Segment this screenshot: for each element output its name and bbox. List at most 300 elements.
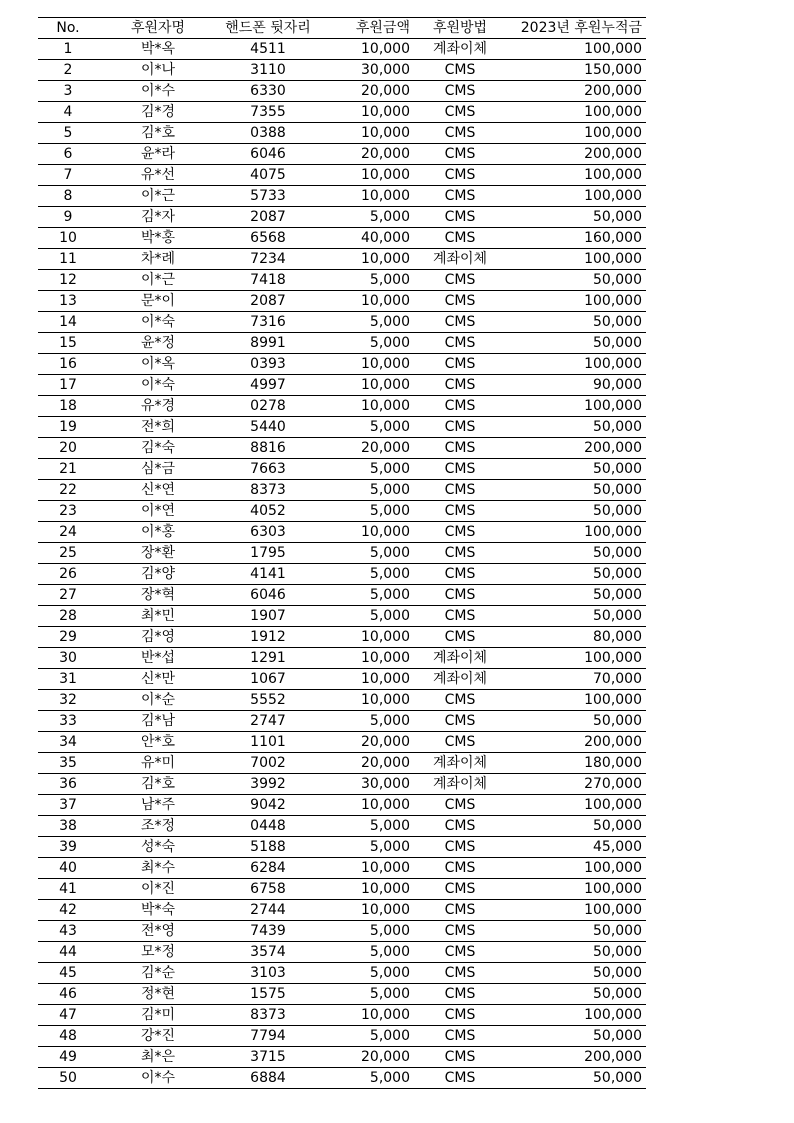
cell-donor-name: 이*옥 <box>98 354 218 375</box>
cell-donation-amount: 5,000 <box>318 312 414 333</box>
cell-donation-amount: 5,000 <box>318 270 414 291</box>
cell-donation-amount: 5,000 <box>318 963 414 984</box>
cell-cumulative-total: 50,000 <box>506 333 646 354</box>
cell-donation-method: CMS <box>414 879 506 900</box>
cell-phone-last-digits: 0448 <box>218 816 318 837</box>
cell-donation-method: CMS <box>414 921 506 942</box>
cell-no: 46 <box>38 984 98 1005</box>
cell-donor-name: 최*수 <box>98 858 218 879</box>
cell-cumulative-total: 50,000 <box>506 270 646 291</box>
cell-donation-amount: 5,000 <box>318 417 414 438</box>
cell-donation-amount: 5,000 <box>318 207 414 228</box>
cell-donation-method: CMS <box>414 396 506 417</box>
cell-no: 11 <box>38 249 98 270</box>
cell-cumulative-total: 50,000 <box>506 543 646 564</box>
cell-donor-name: 유*경 <box>98 396 218 417</box>
cell-donation-method: CMS <box>414 795 506 816</box>
document-page <box>38 17 642 1089</box>
table-row <box>38 711 646 732</box>
cell-donation-method: CMS <box>414 81 506 102</box>
cell-phone-last-digits: 3992 <box>218 774 318 795</box>
cell-no: 10 <box>38 228 98 249</box>
cell-donation-method: CMS <box>414 858 506 879</box>
cell-donation-amount: 10,000 <box>318 186 414 207</box>
cell-phone-last-digits: 7663 <box>218 459 318 480</box>
table-row <box>38 564 646 585</box>
header-no: No. <box>38 18 98 39</box>
cell-donation-method: 계좌이체 <box>414 39 506 60</box>
cell-donor-name: 강*진 <box>98 1026 218 1047</box>
cell-no: 42 <box>38 900 98 921</box>
cell-donor-name: 심*금 <box>98 459 218 480</box>
cell-no: 35 <box>38 753 98 774</box>
cell-donation-method: CMS <box>414 207 506 228</box>
cell-phone-last-digits: 3110 <box>218 60 318 81</box>
cell-phone-last-digits: 8991 <box>218 333 318 354</box>
cell-no: 5 <box>38 123 98 144</box>
cell-no: 9 <box>38 207 98 228</box>
cell-donation-amount: 30,000 <box>318 60 414 81</box>
cell-cumulative-total: 50,000 <box>506 417 646 438</box>
cell-donation-method: CMS <box>414 270 506 291</box>
cell-donor-name: 이*나 <box>98 60 218 81</box>
cell-cumulative-total: 90,000 <box>506 375 646 396</box>
table-row <box>38 942 646 963</box>
table-row <box>38 732 646 753</box>
cell-phone-last-digits: 5440 <box>218 417 318 438</box>
table-row <box>38 606 646 627</box>
cell-cumulative-total: 100,000 <box>506 858 646 879</box>
cell-phone-last-digits: 6758 <box>218 879 318 900</box>
table-row <box>38 522 646 543</box>
cell-donation-amount: 20,000 <box>318 81 414 102</box>
cell-phone-last-digits: 8373 <box>218 480 318 501</box>
cell-no: 6 <box>38 144 98 165</box>
cell-cumulative-total: 180,000 <box>506 753 646 774</box>
cell-donor-name: 이*숙 <box>98 375 218 396</box>
cell-no: 34 <box>38 732 98 753</box>
table-row <box>38 438 646 459</box>
cell-donor-name: 성*숙 <box>98 837 218 858</box>
cell-donation-method: CMS <box>414 186 506 207</box>
cell-phone-last-digits: 1575 <box>218 984 318 1005</box>
cell-donation-method: 계좌이체 <box>414 249 506 270</box>
cell-cumulative-total: 50,000 <box>506 1026 646 1047</box>
cell-donation-method: CMS <box>414 1005 506 1026</box>
cell-cumulative-total: 50,000 <box>506 606 646 627</box>
cell-donation-amount: 5,000 <box>318 585 414 606</box>
cell-donation-amount: 40,000 <box>318 228 414 249</box>
cell-donor-name: 김*호 <box>98 123 218 144</box>
cell-phone-last-digits: 3574 <box>218 942 318 963</box>
cell-donor-name: 김*영 <box>98 627 218 648</box>
cell-phone-last-digits: 4997 <box>218 375 318 396</box>
cell-donor-name: 남*주 <box>98 795 218 816</box>
header-cumulative-total: 2023년 후원누적금 <box>506 18 646 39</box>
cell-donor-name: 최*은 <box>98 1047 218 1068</box>
cell-donation-method: 계좌이체 <box>414 669 506 690</box>
cell-donation-method: CMS <box>414 144 506 165</box>
cell-donation-amount: 10,000 <box>318 123 414 144</box>
cell-cumulative-total: 50,000 <box>506 921 646 942</box>
cell-donation-amount: 10,000 <box>318 39 414 60</box>
cell-cumulative-total: 100,000 <box>506 165 646 186</box>
cell-phone-last-digits: 7418 <box>218 270 318 291</box>
cell-no: 4 <box>38 102 98 123</box>
cell-cumulative-total: 45,000 <box>506 837 646 858</box>
cell-donation-method: CMS <box>414 816 506 837</box>
cell-phone-last-digits: 6284 <box>218 858 318 879</box>
header-donor-name: 후원자명 <box>98 18 218 39</box>
cell-phone-last-digits: 4141 <box>218 564 318 585</box>
cell-cumulative-total: 100,000 <box>506 879 646 900</box>
cell-donor-name: 이*근 <box>98 186 218 207</box>
cell-no: 22 <box>38 480 98 501</box>
table-row <box>38 753 646 774</box>
cell-donation-method: CMS <box>414 1047 506 1068</box>
cell-donor-name: 유*선 <box>98 165 218 186</box>
cell-cumulative-total: 50,000 <box>506 564 646 585</box>
cell-donation-amount: 10,000 <box>318 396 414 417</box>
cell-no: 44 <box>38 942 98 963</box>
cell-no: 19 <box>38 417 98 438</box>
cell-no: 49 <box>38 1047 98 1068</box>
cell-donation-amount: 20,000 <box>318 732 414 753</box>
cell-phone-last-digits: 7439 <box>218 921 318 942</box>
cell-donation-amount: 10,000 <box>318 102 414 123</box>
cell-donation-amount: 10,000 <box>318 165 414 186</box>
cell-cumulative-total: 200,000 <box>506 81 646 102</box>
cell-donation-amount: 10,000 <box>318 354 414 375</box>
cell-donation-method: CMS <box>414 102 506 123</box>
table-row <box>38 879 646 900</box>
cell-cumulative-total: 50,000 <box>506 711 646 732</box>
table-row <box>38 354 646 375</box>
header-donation-amount: 후원금액 <box>318 18 414 39</box>
cell-donation-amount: 20,000 <box>318 144 414 165</box>
cell-donor-name: 이*수 <box>98 1068 218 1089</box>
cell-phone-last-digits: 5188 <box>218 837 318 858</box>
cell-cumulative-total: 50,000 <box>506 1068 646 1089</box>
cell-no: 41 <box>38 879 98 900</box>
cell-phone-last-digits: 8816 <box>218 438 318 459</box>
table-row <box>38 690 646 711</box>
cell-no: 32 <box>38 690 98 711</box>
cell-no: 29 <box>38 627 98 648</box>
cell-phone-last-digits: 3715 <box>218 1047 318 1068</box>
cell-phone-last-digits: 4511 <box>218 39 318 60</box>
cell-donation-method: CMS <box>414 438 506 459</box>
cell-donor-name: 차*례 <box>98 249 218 270</box>
cell-cumulative-total: 150,000 <box>506 60 646 81</box>
table-row <box>38 312 646 333</box>
cell-cumulative-total: 50,000 <box>506 480 646 501</box>
cell-donation-amount: 10,000 <box>318 690 414 711</box>
cell-donor-name: 윤*정 <box>98 333 218 354</box>
cell-donation-method: CMS <box>414 312 506 333</box>
cell-donation-amount: 10,000 <box>318 522 414 543</box>
cell-donation-method: CMS <box>414 837 506 858</box>
cell-donation-method: CMS <box>414 333 506 354</box>
cell-cumulative-total: 50,000 <box>506 312 646 333</box>
cell-donation-method: CMS <box>414 585 506 606</box>
cell-donation-amount: 10,000 <box>318 627 414 648</box>
cell-donor-name: 장*환 <box>98 543 218 564</box>
cell-donation-amount: 5,000 <box>318 480 414 501</box>
cell-donation-method: 계좌이체 <box>414 753 506 774</box>
cell-phone-last-digits: 1907 <box>218 606 318 627</box>
cell-cumulative-total: 100,000 <box>506 102 646 123</box>
table-row <box>38 669 646 690</box>
cell-donation-amount: 5,000 <box>318 606 414 627</box>
cell-no: 2 <box>38 60 98 81</box>
cell-cumulative-total: 100,000 <box>506 522 646 543</box>
cell-phone-last-digits: 7355 <box>218 102 318 123</box>
cell-cumulative-total: 200,000 <box>506 732 646 753</box>
cell-cumulative-total: 50,000 <box>506 501 646 522</box>
cell-donation-method: CMS <box>414 417 506 438</box>
donor-table <box>38 17 646 1089</box>
cell-donor-name: 김*양 <box>98 564 218 585</box>
cell-cumulative-total: 200,000 <box>506 1047 646 1068</box>
cell-cumulative-total: 100,000 <box>506 1005 646 1026</box>
cell-cumulative-total: 50,000 <box>506 984 646 1005</box>
cell-donation-method: CMS <box>414 1026 506 1047</box>
cell-phone-last-digits: 7002 <box>218 753 318 774</box>
cell-phone-last-digits: 6568 <box>218 228 318 249</box>
cell-phone-last-digits: 6884 <box>218 1068 318 1089</box>
cell-donor-name: 윤*라 <box>98 144 218 165</box>
cell-no: 31 <box>38 669 98 690</box>
cell-cumulative-total: 100,000 <box>506 354 646 375</box>
cell-phone-last-digits: 4052 <box>218 501 318 522</box>
cell-donor-name: 김*자 <box>98 207 218 228</box>
cell-donor-name: 김*숙 <box>98 438 218 459</box>
cell-phone-last-digits: 2744 <box>218 900 318 921</box>
cell-no: 7 <box>38 165 98 186</box>
cell-no: 43 <box>38 921 98 942</box>
cell-donation-amount: 5,000 <box>318 984 414 1005</box>
cell-donor-name: 조*정 <box>98 816 218 837</box>
cell-cumulative-total: 270,000 <box>506 774 646 795</box>
cell-donation-method: CMS <box>414 606 506 627</box>
cell-phone-last-digits: 0393 <box>218 354 318 375</box>
cell-cumulative-total: 100,000 <box>506 39 646 60</box>
cell-phone-last-digits: 1101 <box>218 732 318 753</box>
cell-donation-amount: 5,000 <box>318 942 414 963</box>
cell-phone-last-digits: 1291 <box>218 648 318 669</box>
cell-phone-last-digits: 1795 <box>218 543 318 564</box>
cell-donor-name: 문*이 <box>98 291 218 312</box>
table-row <box>38 921 646 942</box>
cell-donation-amount: 5,000 <box>318 1068 414 1089</box>
cell-cumulative-total: 50,000 <box>506 942 646 963</box>
cell-donation-method: CMS <box>414 459 506 480</box>
cell-no: 1 <box>38 39 98 60</box>
table-row <box>38 1068 646 1089</box>
cell-donation-method: 계좌이체 <box>414 648 506 669</box>
cell-donation-amount: 10,000 <box>318 648 414 669</box>
cell-phone-last-digits: 1912 <box>218 627 318 648</box>
cell-no: 20 <box>38 438 98 459</box>
table-row <box>38 1026 646 1047</box>
table-row <box>38 417 646 438</box>
table-row <box>38 774 646 795</box>
cell-cumulative-total: 100,000 <box>506 900 646 921</box>
cell-donor-name: 이*숙 <box>98 312 218 333</box>
cell-donation-method: 계좌이체 <box>414 774 506 795</box>
cell-phone-last-digits: 4075 <box>218 165 318 186</box>
cell-phone-last-digits: 2087 <box>218 207 318 228</box>
cell-donor-name: 정*현 <box>98 984 218 1005</box>
cell-no: 40 <box>38 858 98 879</box>
table-row <box>38 228 646 249</box>
cell-no: 48 <box>38 1026 98 1047</box>
cell-phone-last-digits: 3103 <box>218 963 318 984</box>
cell-no: 38 <box>38 816 98 837</box>
cell-donation-amount: 10,000 <box>318 669 414 690</box>
table-row <box>38 123 646 144</box>
cell-donor-name: 박*옥 <box>98 39 218 60</box>
cell-cumulative-total: 200,000 <box>506 144 646 165</box>
table-row <box>38 375 646 396</box>
cell-no: 30 <box>38 648 98 669</box>
cell-phone-last-digits: 1067 <box>218 669 318 690</box>
cell-no: 21 <box>38 459 98 480</box>
cell-phone-last-digits: 8373 <box>218 1005 318 1026</box>
table-row <box>38 900 646 921</box>
cell-no: 13 <box>38 291 98 312</box>
table-row <box>38 648 646 669</box>
cell-donor-name: 이*순 <box>98 690 218 711</box>
cell-phone-last-digits: 7316 <box>218 312 318 333</box>
cell-donation-amount: 5,000 <box>318 1026 414 1047</box>
cell-phone-last-digits: 0388 <box>218 123 318 144</box>
table-row <box>38 270 646 291</box>
table-row <box>38 102 646 123</box>
cell-no: 3 <box>38 81 98 102</box>
cell-donation-amount: 5,000 <box>318 543 414 564</box>
cell-donor-name: 김*호 <box>98 774 218 795</box>
cell-donation-method: CMS <box>414 627 506 648</box>
cell-donation-method: CMS <box>414 963 506 984</box>
cell-no: 36 <box>38 774 98 795</box>
cell-no: 27 <box>38 585 98 606</box>
cell-phone-last-digits: 7234 <box>218 249 318 270</box>
cell-cumulative-total: 100,000 <box>506 648 646 669</box>
cell-donation-method: CMS <box>414 123 506 144</box>
cell-cumulative-total: 100,000 <box>506 795 646 816</box>
cell-cumulative-total: 100,000 <box>506 123 646 144</box>
cell-donation-amount: 30,000 <box>318 774 414 795</box>
cell-donor-name: 이*진 <box>98 879 218 900</box>
cell-no: 14 <box>38 312 98 333</box>
cell-donor-name: 김*순 <box>98 963 218 984</box>
cell-phone-last-digits: 2087 <box>218 291 318 312</box>
table-row <box>38 249 646 270</box>
table-row <box>38 501 646 522</box>
table-row <box>38 858 646 879</box>
cell-no: 26 <box>38 564 98 585</box>
table-row <box>38 207 646 228</box>
table-row <box>38 81 646 102</box>
cell-phone-last-digits: 0278 <box>218 396 318 417</box>
cell-donation-amount: 20,000 <box>318 1047 414 1068</box>
cell-donation-method: CMS <box>414 228 506 249</box>
table-body <box>38 39 646 1089</box>
table-row <box>38 963 646 984</box>
cell-donor-name: 김*남 <box>98 711 218 732</box>
cell-donor-name: 유*미 <box>98 753 218 774</box>
table-row <box>38 627 646 648</box>
table-row <box>38 795 646 816</box>
table-row <box>38 60 646 81</box>
cell-donation-amount: 5,000 <box>318 921 414 942</box>
table-row <box>38 585 646 606</box>
table-row <box>38 1047 646 1068</box>
cell-donation-method: CMS <box>414 564 506 585</box>
cell-donation-method: CMS <box>414 375 506 396</box>
cell-no: 39 <box>38 837 98 858</box>
cell-no: 15 <box>38 333 98 354</box>
cell-no: 33 <box>38 711 98 732</box>
cell-donor-name: 박*홍 <box>98 228 218 249</box>
cell-phone-last-digits: 6303 <box>218 522 318 543</box>
cell-donation-amount: 5,000 <box>318 501 414 522</box>
table-row <box>38 39 646 60</box>
cell-donor-name: 이*홍 <box>98 522 218 543</box>
cell-cumulative-total: 160,000 <box>506 228 646 249</box>
table-row <box>38 144 646 165</box>
cell-donation-method: CMS <box>414 942 506 963</box>
cell-donation-amount: 10,000 <box>318 249 414 270</box>
cell-donation-amount: 10,000 <box>318 795 414 816</box>
cell-cumulative-total: 50,000 <box>506 963 646 984</box>
cell-cumulative-total: 50,000 <box>506 816 646 837</box>
cell-phone-last-digits: 9042 <box>218 795 318 816</box>
cell-phone-last-digits: 6046 <box>218 144 318 165</box>
cell-donor-name: 이*연 <box>98 501 218 522</box>
cell-no: 8 <box>38 186 98 207</box>
cell-no: 12 <box>38 270 98 291</box>
cell-donation-method: CMS <box>414 480 506 501</box>
cell-cumulative-total: 50,000 <box>506 459 646 480</box>
cell-phone-last-digits: 6330 <box>218 81 318 102</box>
cell-no: 28 <box>38 606 98 627</box>
cell-donation-method: CMS <box>414 984 506 1005</box>
table-row <box>38 291 646 312</box>
table-row <box>38 333 646 354</box>
cell-donation-amount: 10,000 <box>318 291 414 312</box>
cell-donation-amount: 20,000 <box>318 753 414 774</box>
cell-no: 37 <box>38 795 98 816</box>
cell-donor-name: 이*근 <box>98 270 218 291</box>
cell-donor-name: 전*희 <box>98 417 218 438</box>
cell-no: 24 <box>38 522 98 543</box>
cell-donation-amount: 20,000 <box>318 438 414 459</box>
cell-donor-name: 이*수 <box>98 81 218 102</box>
table-row <box>38 459 646 480</box>
cell-donor-name: 신*연 <box>98 480 218 501</box>
cell-donor-name: 모*정 <box>98 942 218 963</box>
cell-donation-amount: 5,000 <box>318 837 414 858</box>
table-row <box>38 1005 646 1026</box>
cell-no: 17 <box>38 375 98 396</box>
cell-donation-method: CMS <box>414 165 506 186</box>
cell-cumulative-total: 200,000 <box>506 438 646 459</box>
cell-donation-amount: 5,000 <box>318 564 414 585</box>
table-header <box>38 18 646 39</box>
